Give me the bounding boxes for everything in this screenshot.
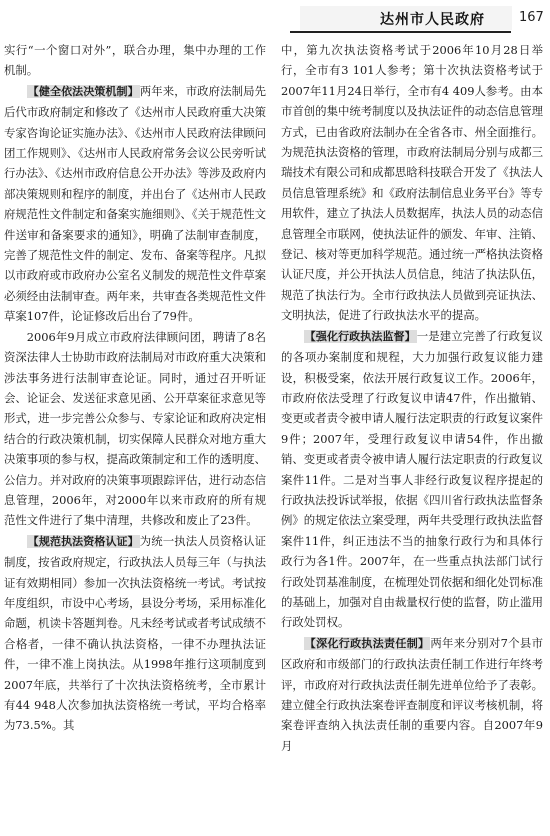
paragraph <box>4 81 266 327</box>
paragraph <box>4 531 266 736</box>
section-keyword: 【强化行政执法监督】 <box>304 329 416 343</box>
paragraph: 2006年9月成立市政府法律顾问团，聘请了8名资深法律人士协助市政府法制局对市政府重大决策和涉法事务进行法制审查论证。同时，通过召开听证会、论证会、发送征求意见函、公开草案征求意见等形式，进一步完善公众参与、专家论证和政府决定相结合的行政决策机制，切实保障人民群众对地方重大决策事项的参与权，提高政策制定和工作的透明度、公信力。并对政府的决策事项跟踪评估，进行动态信息管理，2006年，对2000年以来市政府的所有规范性文件进行了集中清理，共修改和废止了23件。 <box>4 329 266 528</box>
header-title: 达州市人民政府 <box>380 12 485 28</box>
paragraph: 实行“一个窗口对外”，联合办理，集中办理的工作机制。 <box>4 43 266 78</box>
paragraph-text: 两年来分别对7个县市区政府和市级部门的行政执法责任制工作进行年终考评，市政府对行政执法责任制先进单位给予了表彰。建立健全行政执法案卷评查制度和评议考核机制，将案卷评查纳入执法责任制的重要内容。自2007年9月 <box>281 635 544 753</box>
paragraph-text: 为统一执法人员资格认证制度，按省政府规定，行政执法人员每三年（与执法证有效期相同）参加一次执法资格统一考试。考试按年度组织，市设中心考场，县设分考场，采用标准化命题，机读卡答题判卷。凡未经考试或者考试成绩不合格者，一律不确认执法资格，一律不办理执法证件，一律不准上岗执法。从1998年推行这项制度到2007年底，共举行了十次执法资格统考，全市累计有44 948人次参加执法资格统一考试，平均合格率为73.5%。其 <box>4 533 266 733</box>
paragraph-text: 两年来，市政府法制局先后代市政府制定和修改了《达州市人民政府重大决策专家咨询论证实施办法》、《达州市人民政府法律顾问团工作规则》、《达州市人民政府常务会议公民旁听试行办法》、《达州市政府信息公开办法》等涉及政府内部决策规则和程序的制度，并出台了《达州市人民政府规范性文件制定和备案实施细则》、《关于规范性文件送审和备案要求的通知》，明确了法制审查制度，完善了规范性文件的制定、发布、备案等程序。凡拟以市政府或市政府办公室名义制发的规范性文件草案必须经由法制审查。两年来，共审查各类规范性文件草案107件，论证修改后出台了79件。 <box>4 83 266 324</box>
paragraph-text: 一是建立完善了行政复议的各项办案制度和规程，大力加强行政复议能力建设，积极受案，依法开展行政复议工作。2006年，市政府依法受理了行政复议申请47件，作出撤销、变更或者责令被申请人履行法定职责的行政复议案件9件；2007年，受理行政复议申请54件，作出撤销、变更或者责令被申请人履行法定职责的行政复议案件11件。二是对当事人非经行政复议程序提起的行政执法投诉试举报，依据《四川省行政执法监督条例》的规定依法立案受理，两年共受理行政执法监督案件11件，纠正违法不当的抽象行政行为和具体行政行为各1件。2007年，在一些重点执法部门试行行政处罚基准制度，在梳理处罚依据和细化处罚标准的基础上，加强对自由裁量权行使的监督，防止滥用行政处罚权。 <box>281 328 543 630</box>
left-column <box>4 40 266 736</box>
section-keyword: 【规范执法资格认证】 <box>27 534 139 548</box>
section-keyword: 【深化行政执法责任制】 <box>304 636 430 650</box>
section-keyword: 【健全依法决策机制】 <box>27 84 139 98</box>
page-number: 167 <box>519 10 544 25</box>
header-rule <box>290 31 511 33</box>
paragraph <box>281 326 543 633</box>
page-header <box>0 0 550 38</box>
paragraph <box>281 633 543 756</box>
right-column <box>281 40 543 756</box>
paragraph: 中，第九次执法资格考试于2006年10月28日举行，全市有3 101人参考；第十次执法资格考试于2007年11月24日举行，全市有4 409人参考。由本市首创的集中统考制度以及执法证件的动态信息管理方式，已由省政府法制办在全省各市、州全面推行。为规范执法资格的管理，市政府法制局分别与成都三瑞技术有限公司和成都思晗科技联合开发了《执法人员信息管理系统》和《政府法制信息业务平台》等专用软件，建立了执法人员数据库，执法人员的动态信息管理全市联网，使执法证件的颁发、年审、注销、登记、核对等更加科学规范。通过统一严格执法资格认证尺度，并公开执法人员信息，纯洁了执法队伍，规范了执法行为。全市行政执法人员做到亮证执法、文明执法，促进了行政执法水平的提高。 <box>281 43 543 323</box>
